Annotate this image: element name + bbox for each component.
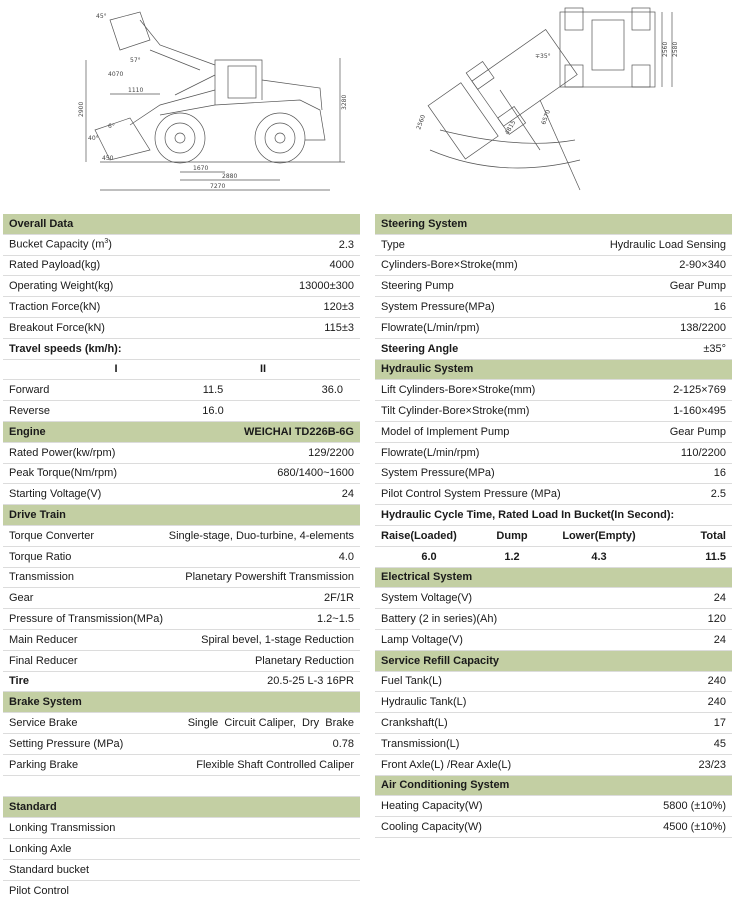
spec-row bbox=[3, 713, 360, 734]
list-item: Pilot Control bbox=[3, 881, 360, 901]
right-spec-column bbox=[375, 214, 732, 838]
cycle-value: 1.2 bbox=[477, 551, 547, 563]
spec-label: Pilot Control System Pressure (MPa) bbox=[381, 488, 711, 500]
spec-value: Planetary Powershift Transmission bbox=[185, 571, 354, 583]
spec-value: 129/2200 bbox=[308, 447, 354, 459]
tire-row bbox=[3, 672, 360, 693]
spec-row bbox=[3, 276, 360, 297]
spec-value: ±35° bbox=[703, 343, 726, 355]
spec-row bbox=[3, 651, 360, 672]
spec-value: 2-125×769 bbox=[673, 384, 726, 396]
spec-value: Gear Pump bbox=[670, 280, 726, 292]
section-title: Engine bbox=[9, 426, 244, 438]
spec-label: Main Reducer bbox=[9, 634, 201, 646]
spec-label: Type bbox=[381, 239, 610, 251]
spec-value: 138/2200 bbox=[680, 322, 726, 334]
spec-label: Cooling Capacity(W) bbox=[381, 821, 663, 833]
spec-label: Torque Converter bbox=[9, 530, 169, 542]
spec-value: 4000 bbox=[330, 259, 354, 271]
section-header-standard bbox=[3, 797, 360, 818]
spec-row bbox=[375, 755, 732, 776]
list-item: Lonking Transmission bbox=[3, 818, 360, 839]
spec-label: System Pressure(MPa) bbox=[381, 467, 714, 479]
section-title: Overall Data bbox=[9, 218, 73, 230]
spec-label: Heating Capacity(W) bbox=[381, 800, 663, 812]
dim-1110: 1110 bbox=[128, 87, 143, 94]
engine-model: WEICHAI TD226B-6G bbox=[244, 426, 354, 438]
spec-row bbox=[3, 755, 360, 776]
spec-label: Battery (2 in series)(Ah) bbox=[381, 613, 708, 625]
section-title: Air Conditioning System bbox=[381, 779, 509, 791]
technical-drawings bbox=[0, 0, 736, 205]
spec-label: Flowrate(L/min/rpm) bbox=[381, 322, 680, 334]
spec-label: Rated Power(kw/rpm) bbox=[9, 447, 308, 459]
spec-label: Cylinders-Bore×Stroke(mm) bbox=[381, 259, 679, 271]
spec-label: Peak Torque(Nm/rpm) bbox=[9, 467, 277, 479]
spec-row bbox=[3, 297, 360, 318]
dim-2900: 2900 bbox=[78, 102, 85, 117]
speed-label: Forward bbox=[9, 384, 189, 396]
spec-label: Model of Implement Pump bbox=[381, 426, 670, 438]
travel-speeds-title: Travel speeds (km/h): bbox=[3, 339, 360, 360]
spec-row bbox=[375, 588, 732, 609]
spec-value: Planetary Reduction bbox=[255, 655, 354, 667]
spec-row bbox=[375, 443, 732, 464]
spec-value: Single-stage, Duo-turbine, 4-elements bbox=[169, 530, 354, 542]
spec-value: 680/1400~1600 bbox=[277, 467, 354, 479]
spec-row bbox=[375, 235, 732, 256]
spec-label: Breakout Force(kN) bbox=[9, 322, 324, 334]
spec-row bbox=[375, 672, 732, 693]
spec-row bbox=[375, 484, 732, 505]
spec-value: 13000±300 bbox=[299, 280, 354, 292]
spec-row bbox=[375, 464, 732, 485]
cycle-header: Raise(Loaded) bbox=[381, 530, 477, 542]
section-header-overall bbox=[3, 214, 360, 235]
spec-label: Tilt Cylinder-Bore×Stroke(mm) bbox=[381, 405, 673, 417]
spec-label: Torque Ratio bbox=[9, 551, 339, 563]
list-item: Lonking Axle bbox=[3, 839, 360, 860]
dim-35deg: ∓35° bbox=[535, 53, 551, 60]
spec-label: Bucket Capacity $(m^3)$ bbox=[9, 238, 339, 251]
section-header-aircon bbox=[375, 776, 732, 797]
spec-row bbox=[375, 713, 732, 734]
dim-3280: 3280 bbox=[341, 95, 348, 110]
spec-label: Service Brake bbox=[9, 717, 188, 729]
spec-row bbox=[375, 380, 732, 401]
steering-angle-row bbox=[375, 339, 732, 360]
spec-value: 23/23 bbox=[698, 759, 726, 771]
spec-row bbox=[375, 401, 732, 422]
spec-value: 24 bbox=[342, 488, 354, 500]
dim-6570: 6570 bbox=[540, 109, 552, 126]
forward-speed-row bbox=[3, 380, 360, 401]
spec-row bbox=[3, 318, 360, 339]
dim-57deg: 57° bbox=[130, 57, 141, 64]
spec-value: 4.0 bbox=[339, 551, 354, 563]
spec-value: 2.3 bbox=[339, 239, 354, 251]
spec-label: Steering Pump bbox=[381, 280, 670, 292]
spec-row bbox=[3, 443, 360, 464]
spec-value: 45 bbox=[714, 738, 726, 750]
spec-row bbox=[3, 609, 360, 630]
spec-label: Front Axle(L) /Rear Axle(L) bbox=[381, 759, 698, 771]
spec-value: 0.78 bbox=[333, 738, 354, 750]
spec-value: 20.5-25 L-3 16PR bbox=[267, 675, 354, 687]
left-spec-column bbox=[3, 214, 360, 901]
spec-label: Hydraulic Tank(L) bbox=[381, 696, 708, 708]
spec-row bbox=[3, 235, 360, 256]
section-title: Steering System bbox=[381, 218, 467, 230]
spec-label: Steering Angle bbox=[381, 343, 703, 355]
spec-row bbox=[3, 734, 360, 755]
spec-row bbox=[3, 484, 360, 505]
cycle-value: 6.0 bbox=[381, 551, 477, 563]
list-item: Standard bucket bbox=[3, 860, 360, 881]
spec-value: Hydraulic Load Sensing bbox=[610, 239, 726, 251]
section-header-drive-train bbox=[3, 505, 360, 526]
dim-1670: 1670 bbox=[193, 165, 208, 172]
spec-row bbox=[375, 630, 732, 651]
spec-label: Pressure of Transmission(MPa) bbox=[9, 613, 317, 625]
spec-row bbox=[3, 588, 360, 609]
spec-label: Fuel Tank(L) bbox=[381, 675, 708, 687]
dim-6deg: 6° bbox=[108, 123, 115, 130]
spec-value: Flexible Shaft Controlled Caliper bbox=[196, 759, 354, 771]
cycle-header: Lower(Empty) bbox=[547, 530, 651, 542]
spec-value: 120±3 bbox=[323, 301, 354, 313]
spec-row bbox=[375, 256, 732, 277]
spec-row bbox=[3, 547, 360, 568]
spec-label: Starting Voltage(V) bbox=[9, 488, 342, 500]
spec-label: Crankshaft(L) bbox=[381, 717, 714, 729]
spec-row bbox=[375, 422, 732, 443]
spec-value: 16 bbox=[714, 467, 726, 479]
spec-value: 2.5 bbox=[711, 488, 726, 500]
spec-label: Flowrate(L/min/rpm) bbox=[381, 447, 681, 459]
dim-4815: 4815 bbox=[504, 119, 518, 136]
spacer bbox=[3, 776, 360, 798]
gear-i-label: I bbox=[19, 363, 213, 375]
spec-label: System Pressure(MPa) bbox=[381, 301, 714, 313]
spec-value: 240 bbox=[708, 696, 726, 708]
spec-label: Operating Weight(kg) bbox=[9, 280, 299, 292]
dim-2560-b: 2560 bbox=[415, 114, 427, 131]
dim-450: 450 bbox=[102, 155, 114, 162]
section-header-engine bbox=[3, 422, 360, 443]
section-title: Standard bbox=[9, 801, 57, 813]
spec-value: Gear Pump bbox=[670, 426, 726, 438]
spec-value: 240 bbox=[708, 675, 726, 687]
spec-value: Single Circuit Caliper, Dry Brake bbox=[188, 717, 354, 729]
spec-row bbox=[3, 256, 360, 277]
spec-label: Final Reducer bbox=[9, 655, 255, 667]
spec-label: Tire bbox=[9, 675, 267, 687]
spec-row bbox=[3, 630, 360, 651]
section-header-steering bbox=[375, 214, 732, 235]
section-header-refill bbox=[375, 651, 732, 672]
spec-label: Gear bbox=[9, 592, 324, 604]
spec-row bbox=[375, 796, 732, 817]
spec-label: Transmission bbox=[9, 571, 185, 583]
speed-label: Reverse bbox=[9, 405, 189, 417]
cycle-value: 4.3 bbox=[547, 551, 651, 563]
cycle-time-title: Hydraulic Cycle Time, Rated Load In Bucket(In Second): bbox=[375, 505, 732, 526]
cycle-header: Dump bbox=[477, 530, 547, 542]
cycle-header: Total bbox=[651, 530, 726, 542]
dim-45deg: 45° bbox=[96, 13, 107, 20]
spec-row bbox=[375, 609, 732, 630]
side-view-drawing bbox=[86, 12, 345, 190]
spec-row bbox=[3, 464, 360, 485]
section-title: Drive Train bbox=[9, 509, 66, 521]
dim-2560-a: 2560 bbox=[662, 42, 669, 57]
dim-7270: 7270 bbox=[210, 183, 225, 190]
cycle-values-row bbox=[375, 547, 732, 568]
spec-label: Traction Force(kN) bbox=[9, 301, 323, 313]
spec-value: 24 bbox=[714, 592, 726, 604]
dim-40deg: 40° bbox=[88, 135, 99, 142]
spec-row bbox=[375, 318, 732, 339]
dim-2880: 2880 bbox=[222, 173, 237, 180]
spec-value: 16 bbox=[714, 301, 726, 313]
section-title: Electrical System bbox=[381, 571, 472, 583]
spec-label: Setting Pressure (MPa) bbox=[9, 738, 333, 750]
spec-value: 115±3 bbox=[324, 322, 354, 334]
gear-ii-label: II bbox=[213, 363, 313, 375]
spec-value: 1.2~1.5 bbox=[317, 613, 354, 625]
section-header-brake bbox=[3, 692, 360, 713]
spec-row bbox=[375, 692, 732, 713]
spec-row bbox=[375, 297, 732, 318]
speed-i: 11.5 bbox=[189, 384, 237, 396]
spec-value: 1-160×495 bbox=[673, 405, 726, 417]
spec-label: Transmission(L) bbox=[381, 738, 714, 750]
reverse-speed-row bbox=[3, 401, 360, 422]
gear-header-row bbox=[3, 360, 360, 381]
spec-label: Lift Cylinders-Bore×Stroke(mm) bbox=[381, 384, 673, 396]
spec-label: System Voltage(V) bbox=[381, 592, 714, 604]
spec-value: 4500 (±10%) bbox=[663, 821, 726, 833]
spec-label: Lamp Voltage(V) bbox=[381, 634, 714, 646]
spec-row bbox=[3, 568, 360, 589]
cycle-value: 11.5 bbox=[651, 551, 726, 563]
spec-row bbox=[375, 817, 732, 838]
section-title: Hydraulic System bbox=[381, 363, 473, 375]
spec-value: 2F/1R bbox=[324, 592, 354, 604]
spec-value: 17 bbox=[714, 717, 726, 729]
spec-value: 110/2200 bbox=[681, 447, 726, 459]
dim-4070: 4070 bbox=[108, 71, 123, 78]
speed-i: 16.0 bbox=[189, 405, 237, 417]
spec-value: 5800 (±10%) bbox=[663, 800, 726, 812]
spec-value: Spiral bevel, 1-stage Reduction bbox=[201, 634, 354, 646]
section-title: Service Refill Capacity bbox=[381, 655, 499, 667]
dim-2580: 2580 bbox=[672, 42, 679, 57]
section-header-hydraulic bbox=[375, 360, 732, 381]
section-header-electrical bbox=[375, 568, 732, 589]
spec-value: 2-90×340 bbox=[679, 259, 726, 271]
top-view-drawing bbox=[425, 8, 672, 190]
spec-value: 120 bbox=[708, 613, 726, 625]
spec-row bbox=[375, 276, 732, 297]
speed-ii: 36.0 bbox=[237, 384, 343, 396]
spec-label: Rated Payload(kg) bbox=[9, 259, 330, 271]
spec-value: 24 bbox=[714, 634, 726, 646]
spec-row bbox=[3, 526, 360, 547]
section-title: Brake System bbox=[9, 696, 82, 708]
spec-row bbox=[375, 734, 732, 755]
cycle-header-row bbox=[375, 526, 732, 547]
spec-label: Parking Brake bbox=[9, 759, 196, 771]
